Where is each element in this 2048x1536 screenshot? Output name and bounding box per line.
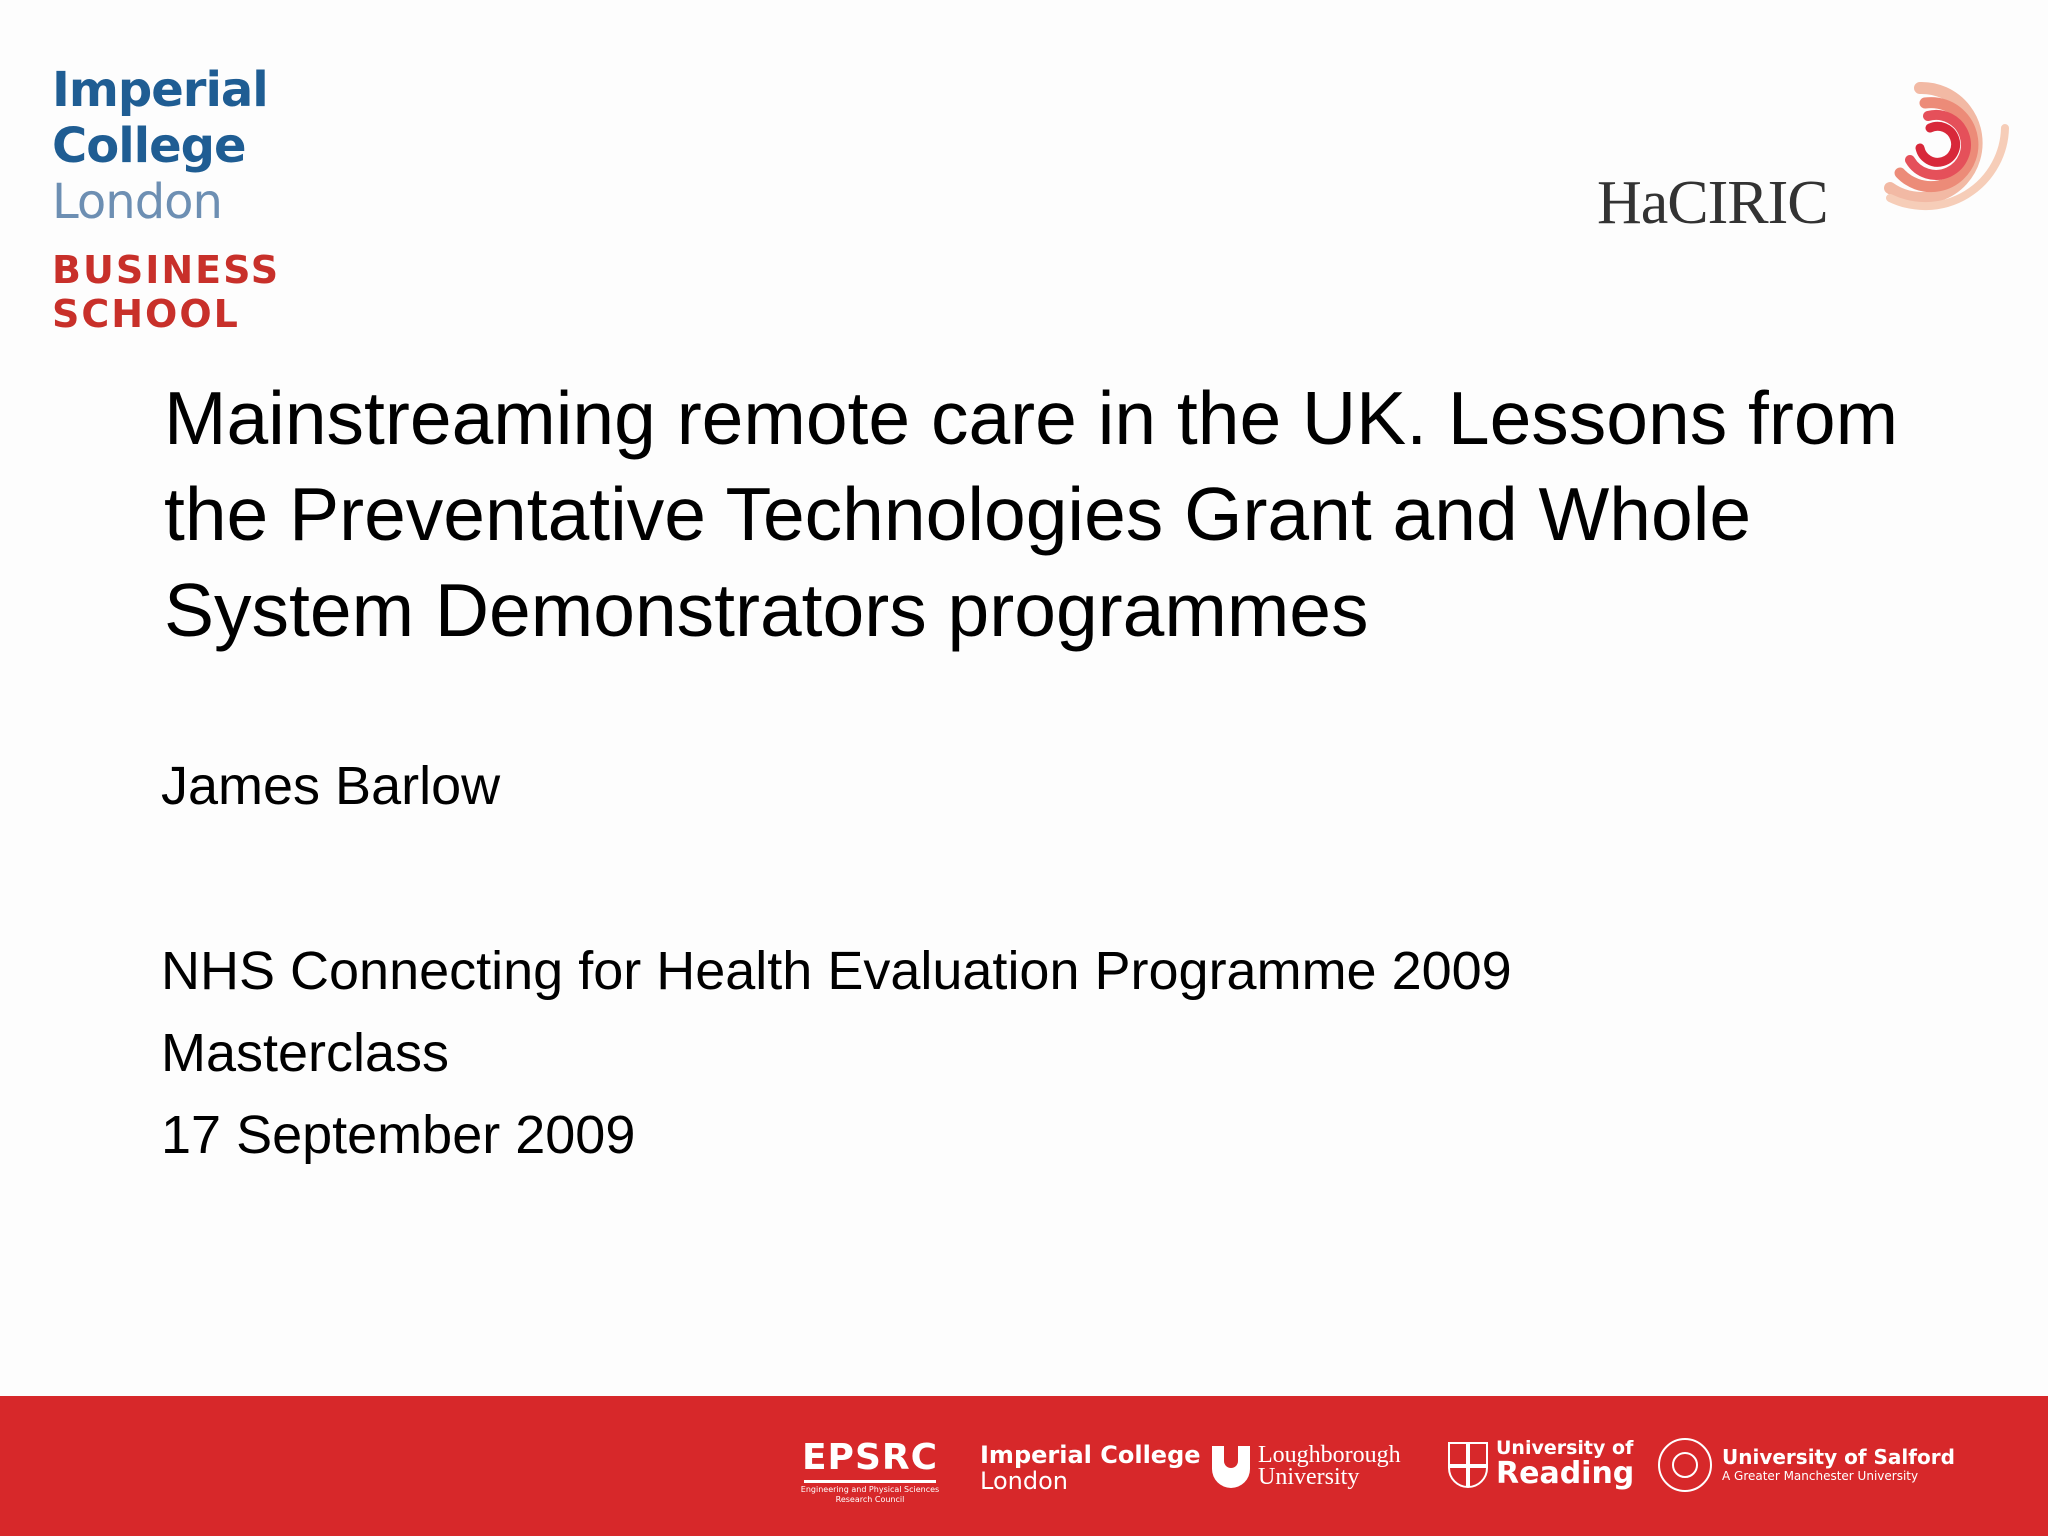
imperial-line-2: London — [980, 1467, 1068, 1495]
reading-crest-icon — [1448, 1442, 1488, 1488]
haciric-logo — [1580, 48, 2020, 238]
imperial-college-logo — [980, 1442, 1201, 1494]
loughborough-shield-icon — [1212, 1446, 1250, 1488]
author-name: James Barlow — [161, 756, 501, 816]
logo-line-2: London — [52, 174, 222, 230]
event-date: 17 September 2009 — [161, 1105, 636, 1165]
haciric-swirl-icon — [1830, 48, 2020, 238]
loughborough-line-2: University — [1258, 1464, 1360, 1490]
partner-footer — [0, 1396, 2048, 1536]
imperial-line-1: Imperial College — [980, 1441, 1201, 1469]
reading-line-1: University of — [1496, 1437, 1634, 1459]
event-type: Masterclass — [161, 1023, 450, 1083]
event-details — [161, 930, 1512, 1176]
logo-line-1: Imperial College — [52, 62, 268, 174]
haciric-wordmark: HaCIRIC — [1597, 169, 1828, 237]
epsrc-subtitle: Engineering and Physical Sciences Research Council — [800, 1485, 940, 1504]
event-name: NHS Connecting for Health Evaluation Programme 2009 — [161, 941, 1512, 1001]
epsrc-divider — [804, 1480, 936, 1483]
logo-line-3: BUSINESS SCHOOL — [52, 248, 281, 336]
reading-line-2: Reading — [1496, 1456, 1635, 1491]
salford-line-2: A Greater Manchester University — [1722, 1469, 1919, 1483]
epsrc-logo — [800, 1438, 940, 1505]
epsrc-name: EPSRC — [801, 1437, 939, 1478]
loughborough-line-1: Loughborough — [1258, 1442, 1401, 1468]
salford-line-1: University of Salford — [1722, 1445, 1955, 1469]
slide-title: Mainstreaming remote care in the UK. Lessons from the Preventative Technologies Grant and Whole System Demonstrators programmes — [164, 376, 1899, 652]
imperial-business-school-logo — [52, 62, 472, 336]
salford-seal-icon — [1658, 1438, 1712, 1492]
